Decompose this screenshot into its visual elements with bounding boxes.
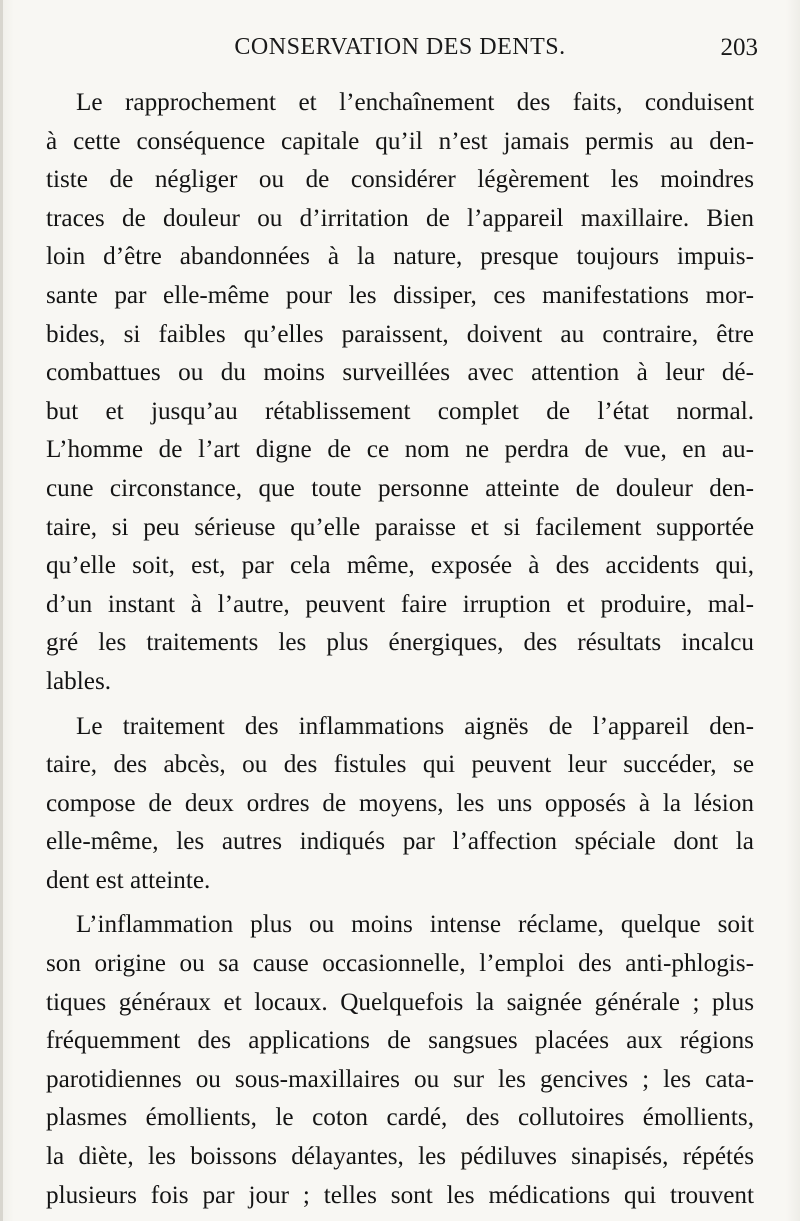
text-line: tiques généraux et locaux. Quelquefois la saignée générale ; plus <box>46 988 754 1016</box>
paragraph-2 <box>46 708 754 901</box>
paragraph-3 <box>46 906 754 1215</box>
text-line: plusieurs fois par jour ; telles sont les médications qui trouvent <box>46 1181 754 1209</box>
text-line: taire, si peu sérieuse qu’elle paraisse et si facilement supportée <box>46 513 754 541</box>
text-line: qu’elle soit, est, par cela même, exposée à des accidents qui, <box>46 552 754 580</box>
text-line: à cette conséquence capitale qu’il n’est jamais permis au den- <box>46 127 754 155</box>
text-line: L’homme de l’art digne de ce nom ne perdra de vue, en au- <box>46 436 754 464</box>
running-title: CONSERVATION DES DENTS. <box>234 34 566 60</box>
text-line: la diète, les boissons délayantes, les pédiluves sinapisés, répétés <box>46 1143 754 1171</box>
text-line: taire, des abcès, ou des fistules qui peuvent leur succéder, se <box>46 751 754 779</box>
text-line: gré les traitements les plus énergiques, des résultats incalcu <box>46 629 754 657</box>
text-line: but et jusqu’au rétablissement complet de l’état normal. <box>46 397 754 425</box>
body-text <box>46 84 754 1221</box>
text-line: bides, si faibles qu’elles paraissent, doivent au contraire, être <box>46 320 754 348</box>
text-line: loin d’être abandonnées à la nature, presque toujours impuis- <box>46 243 754 271</box>
text-line: parotidiennes ou sous-maxillaires ou sur les gencives ; les cata- <box>46 1065 754 1093</box>
text-line: cune circonstance, que toute personne atteinte de douleur den- <box>46 474 754 502</box>
text-line: son origine ou sa cause occasionnelle, l’emploi des anti-phlogis- <box>46 950 754 978</box>
page-edge <box>0 0 3 1221</box>
text-line: L’inflammation plus ou moins intense réclame, quelque soit <box>76 911 754 939</box>
text-line: plasmes émollients, le coton cardé, des collutoires émollients, <box>46 1104 754 1132</box>
text-line: sante par elle-même pour les dissiper, ces manifestations mor- <box>46 281 754 309</box>
page-header <box>0 30 800 66</box>
text-line: lables. <box>46 667 112 695</box>
paragraph-1 <box>46 84 754 702</box>
text-line: dent est atteinte. <box>46 866 211 894</box>
text-line: tiste de négliger ou de considérer légèrement les moindres <box>46 166 754 194</box>
text-line: fréquemment des applications de sangsues placées aux régions <box>46 1027 754 1055</box>
text-line: traces de douleur ou d’irritation de l’appareil maxillaire. Bien <box>46 204 754 232</box>
page-number: 203 <box>720 34 758 61</box>
text-line: Le rapprochement et l’enchaînement des faits, conduisent <box>76 89 754 116</box>
text-line: combattues ou du moins surveillées avec attention à leur dé- <box>46 359 754 387</box>
text-line: Le traitement des inflammations aignës de l’appareil den- <box>76 712 754 740</box>
text-line: elle-même, les autres indiqués par l’affection spéciale dont la <box>46 828 754 856</box>
text-line: compose de deux ordres de moyens, les uns opposés à la lésion <box>46 789 754 817</box>
text-line: d’un instant à l’autre, peuvent faire irruption et produire, mal- <box>46 590 754 618</box>
